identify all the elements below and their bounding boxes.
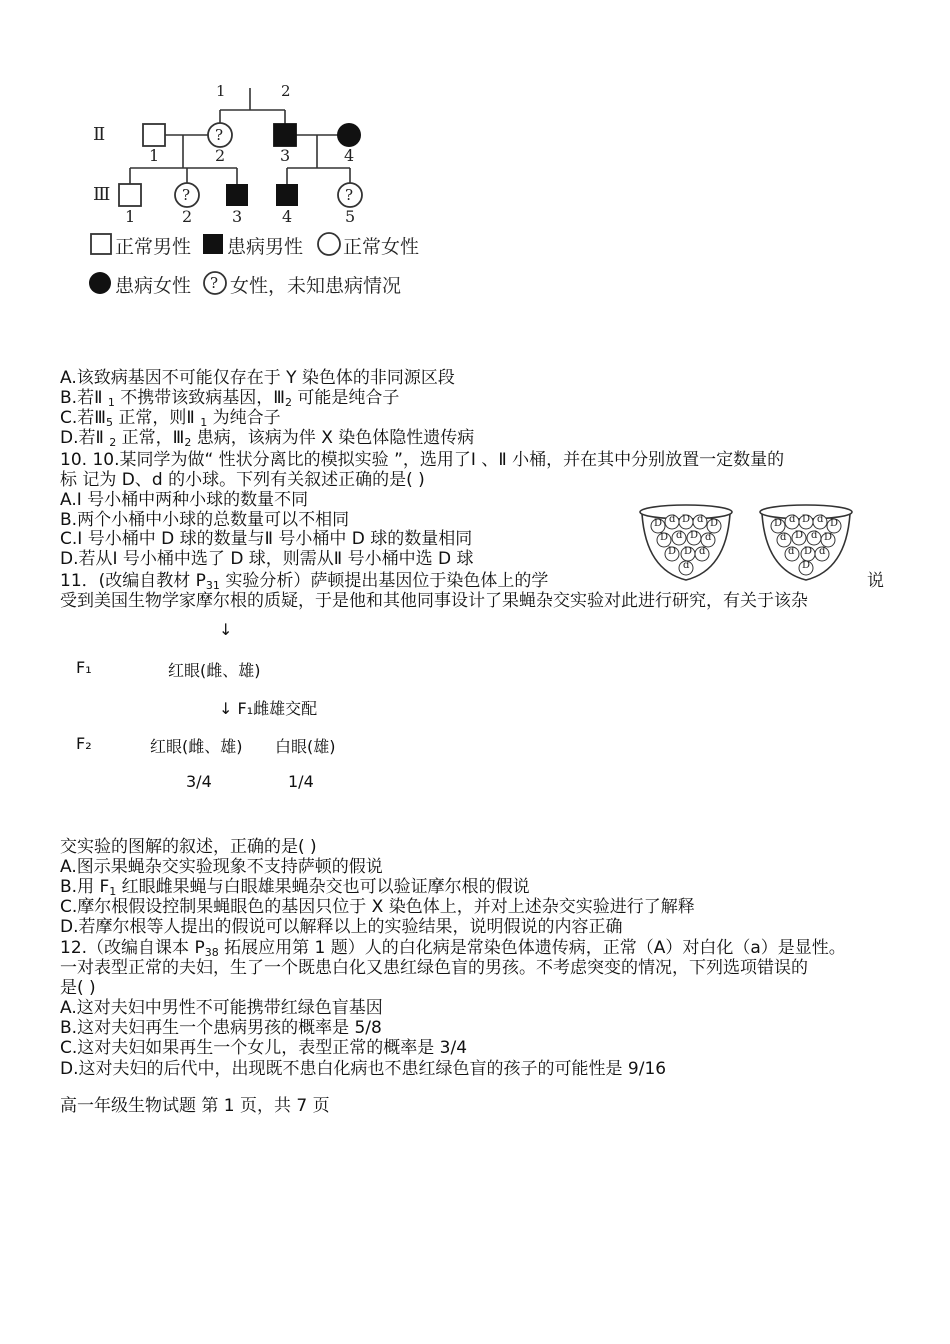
gen3-number-2: 2 [182,207,193,226]
ball-label: D [710,518,719,529]
q11-stem-pre: 11．(改编自教材 P [60,571,206,591]
q9-b-post: 可能是纯合子 [291,388,400,408]
pedigree-iii1-normal-male [119,184,141,206]
ball-label: D [802,514,811,525]
gen2-number-4: 4 [344,146,355,165]
gen2-roman: Ⅱ [93,124,106,145]
ball-label: D [682,514,691,525]
gen3-number-5: 5 [345,207,356,226]
q11-stem-post: 实验分析）萨顿提出基因位于染色体上的学 [219,571,549,591]
q9-b-sub2: 2 [284,396,292,409]
q10-option-d: D.若从Ⅰ 号小桶中选了 D 球，则需从Ⅱ 号小桶中选 D 球 [60,549,474,569]
gen3-roman: Ⅲ [93,184,111,205]
cross-diagram [70,618,390,798]
f1-label: F₁ [76,658,92,677]
ball-label: d [780,532,787,543]
ball-label: D [654,518,663,529]
q12-stem-line3: 是( ) [60,978,96,998]
ball-label: D [660,532,669,543]
q11-stem-line2: 受到美国生物学家摩尔根的质疑，于是他和其他同事设计了果蝇杂交实验对此进行研究，有关于该杂 [60,591,808,611]
legend-normal-male-symbol [91,234,111,254]
q10-stem-line2: 标 记为 D、d 的小球。下列有关叙述正确的是( ) [60,470,425,490]
q9-d-sub2: 2 [184,436,192,449]
pedigree-iii3-affected-male [226,184,248,206]
ball-label: d [705,532,712,543]
iii2-unknown-mark: ? [182,186,191,204]
legend-affected-female-symbol [89,272,111,294]
q11-stem-sub: 31 [205,579,220,592]
q12-option-a: A.这对夫妇中男性不可能携带红绿色盲基因 [60,998,383,1018]
ball-label: d [669,514,676,525]
ball-label: d [683,560,690,571]
q9-d-post: 患病，该病为伴 X 染色体隐性遗传病 [191,428,475,448]
q11-stem-line3: 交实验的图解的叙述，正确的是( ) [60,837,317,857]
f2-white-phenotype: 白眼(雄) [275,737,336,756]
q11-b-post: 红眼雌果蝇与白眼雄果蝇杂交也可以验证摩尔根的假说 [116,877,530,897]
ball-label: D [804,546,813,557]
q12-option-c: C.这对夫妇如果再生一个女儿，表型正常的概率是 3/4 [60,1038,468,1058]
ii2-unknown-mark: ? [215,126,224,144]
ball-label: d [789,514,796,525]
ball-label: D [774,518,783,529]
pedigree-ii1-normal-male [143,124,165,146]
q11-option-c: C.摩尔根假设控制果蝇眼色的基因只位于 X 染色体上，并对上述杂交实验进行了解释 [60,897,695,917]
q12-stem-pre: 12.（改编自课本 P [60,938,205,958]
q10-option-c: C.Ⅰ 号小桶中 D 球的数量与Ⅱ 号小桶中 D 球的数量相同 [60,529,473,549]
pedigree-ii3-affected-male [274,124,296,146]
q9-d-pre: D.若Ⅱ [60,428,110,448]
ball-label: d [697,514,704,525]
ball-label: D [690,530,699,541]
q11-stem-line1-end: 说 [867,571,884,591]
ball-label: d [788,546,795,557]
gen2-number-3: 3 [280,146,291,165]
pedigree-figure [85,82,445,308]
f2-red-phenotype: 红眼(雌、雄) [150,737,243,756]
q11-b-sub: 1 [109,885,117,898]
f2-label: F₂ [76,734,92,753]
q9-b-sub1: 1 [107,396,115,409]
f1-phenotype: 红眼(雌、雄) [168,661,261,680]
q12-option-b: B.这对夫妇再生一个患病男孩的概率是 5/8 [60,1018,382,1038]
ball-label: D [795,530,804,541]
q12-stem-post: 拓展应用第 1 题）人的白化病是常染色体遗传病，正常（A）对白化（a）是显性。 [218,938,846,958]
iii5-unknown-mark: ? [345,186,354,204]
legend-affected-male-text: 患病男性 [227,236,304,258]
gen1-label-2: 2 [281,82,291,100]
ball-label: d [699,546,706,557]
pedigree-iii4-affected-male [276,184,298,206]
gen3-number-4: 4 [282,207,293,226]
q9-c-sub1: 5 [106,416,113,429]
q9-c-sub2: 1 [200,416,208,429]
ball-label: D [684,546,693,557]
q10-option-a: A.Ⅰ 号小桶中两种小球的数量不同 [60,490,309,510]
pedigree-ii4-affected-female [337,123,361,147]
ball-label: D [668,546,677,557]
q9-d-mid: 正常，Ⅲ [116,428,185,448]
gen3-number-3: 3 [232,207,243,226]
ball-label: D [824,532,833,543]
q9-c-pre: C.若Ⅲ [60,408,106,428]
q12-stem-line2: 一对表型正常的夫妇，生了一个既患白化又患红绿色盲的男孩。不考虑突变的情况，下列选项错误的 [60,958,808,978]
q9-b-pre: B.若Ⅱ [60,388,108,408]
q10-option-b: B.两个小桶中小球的总数量可以不相同 [60,510,350,530]
legend-affected-male-symbol [203,234,223,254]
cross-arrow-top: ↓ [219,620,233,639]
q11-option-a: A.图示果蝇杂交实验现象不支持萨顿的假说 [60,857,383,877]
gen3-number-1: 1 [125,207,136,226]
bucket-figure [636,500,876,590]
legend-unknown-female-text: 女性，未知患病情况 [230,275,402,297]
q10-stem-line1: 10. 10.某同学为做“ 性状分离比的模拟实验 ”，选用了Ⅰ 、Ⅱ 小桶，并在其中分别放置一定数量的 [60,450,785,470]
legend-affected-female-text: 患病女性 [115,275,192,297]
q11-b-pre: B.用 F [60,877,110,897]
f1-cross-text: ↓ F₁雌雄交配 [219,699,318,718]
ball-label: d [811,530,818,541]
q9-d-sub1: 2 [109,436,117,449]
q9-c-post: 为纯合子 [207,408,281,428]
q9-option-a: A.该致病基因不可能仅存在于 Y 染色体的非同源区段 [60,368,455,388]
f2-white-ratio: 1/4 [288,772,314,791]
gen2-number-2: 2 [215,146,226,165]
f2-red-ratio: 3/4 [186,772,212,791]
ball-label: d [676,530,683,541]
legend-unknown-mark: ? [210,274,219,292]
legend-normal-female-text: 正常女性 [343,236,420,258]
q9-b-mid: 不携带该致病基因，Ⅲ [114,388,285,408]
ball-label: d [817,514,824,525]
gen2-number-1: 1 [149,146,160,165]
ball-label: d [819,546,826,557]
ball-label: D [802,560,811,571]
legend-normal-female-symbol [318,233,340,255]
q12-option-d: D.这对夫妇的后代中，出现既不患白化病也不患红绿色盲的孩子的可能性是 9/16 [60,1059,667,1079]
q9-c-mid: 正常，则Ⅱ [113,408,201,428]
gen1-label-1: 1 [216,82,226,100]
page-footer: 高一年级生物试题 第 1 页，共 7 页 [60,1096,330,1116]
q11-option-d: D.若摩尔根等人提出的假说可以解释以上的实验结果，说明假说的内容正确 [60,917,623,937]
q12-stem-sub: 38 [204,946,219,959]
legend-normal-male-text: 正常男性 [115,236,192,258]
ball-label: D [830,518,839,529]
